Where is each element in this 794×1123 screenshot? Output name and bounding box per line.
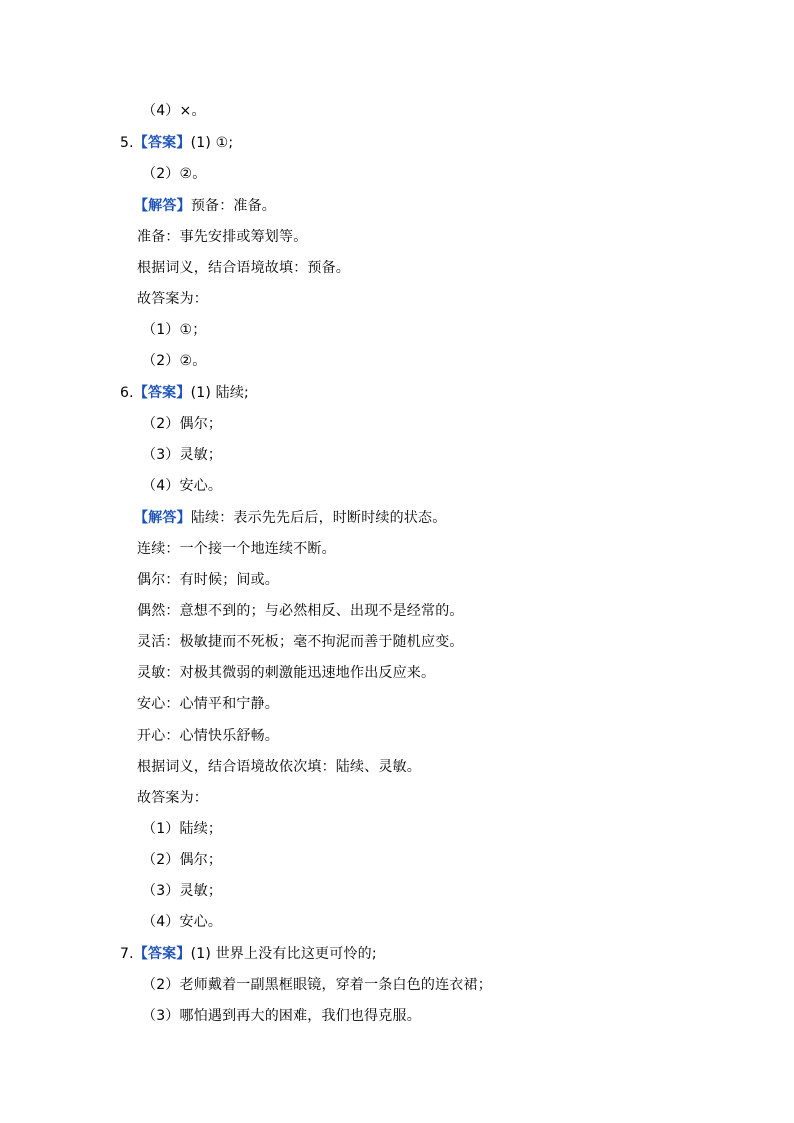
question-7-answer <box>120 944 377 964</box>
question-number: 5. <box>120 135 134 151</box>
explanation-line: 准备：事先安排或筹划等。 <box>137 229 308 245</box>
explanation-line: 偶尔：有时候；间或。 <box>137 572 279 588</box>
answer-line: （2）老师戴着一副黑框眼镜，穿着一条白色的连衣裙； <box>142 977 492 993</box>
answer-text: (1) ①; <box>190 135 234 151</box>
explanation-line: 故答案为： <box>137 291 208 307</box>
explanation-line: 偶然：意想不到的；与必然相反、出现不是经常的。 <box>137 603 464 619</box>
answer-line: （2）②。 <box>142 353 207 369</box>
explanation-line: 根据词义，结合语境故依次填：陆续、灵敏。 <box>137 759 421 775</box>
explanation-line: 安心：心情平和宁静。 <box>137 696 279 712</box>
answer-line: （1）①； <box>142 322 207 338</box>
answer-line: （4）×。 <box>142 103 206 119</box>
question-5-explanation <box>134 196 276 216</box>
explanation-text: 陆续：表示先先后后，时断时续的状态。 <box>190 510 447 526</box>
explanation-tag: 【解答】 <box>134 510 191 526</box>
answer-line: （2）偶尔； <box>142 416 223 432</box>
answer-tag: 【答案】 <box>133 946 191 962</box>
answer-text: (1) 世界上没有比这更可怜的; <box>190 946 377 962</box>
answer-line: （2）②。 <box>142 166 207 182</box>
explanation-line: 灵活：极敏捷而不死板；毫不拘泥而善于随机应变。 <box>137 634 464 650</box>
question-6-explanation <box>134 508 446 528</box>
explanation-tag: 【解答】 <box>134 198 191 214</box>
answer-tag: 【答案】 <box>133 135 191 151</box>
explanation-line: 根据词义，结合语境故填：预备。 <box>137 260 350 276</box>
question-number: 6. <box>120 385 134 401</box>
answer-text: (1) 陆续; <box>190 385 249 401</box>
explanation-text: 预备：准备。 <box>190 198 277 214</box>
explanation-line: 连续：一个接一个地连续不断。 <box>137 541 336 557</box>
question-number: 7. <box>120 946 134 962</box>
explanation-line: 故答案为： <box>137 790 208 806</box>
answer-line: （4）安心。 <box>142 914 223 930</box>
answer-line: （3）哪怕遇到再大的困难，我们也得克服。 <box>142 1008 421 1024</box>
answer-line: （1）陆续； <box>142 821 223 837</box>
explanation-line: 开心：心情快乐舒畅。 <box>137 728 279 744</box>
answer-line: （3）灵敏； <box>142 883 223 899</box>
answer-line: （4）安心。 <box>142 478 223 494</box>
explanation-line: 灵敏：对极其微弱的刺激能迅速地作出反应来。 <box>137 665 436 681</box>
answer-tag: 【答案】 <box>133 385 191 401</box>
question-5-answer <box>120 133 233 153</box>
answer-line: （2）偶尔； <box>142 852 223 868</box>
question-6-answer <box>120 383 249 403</box>
answer-line: （3）灵敏； <box>142 447 223 463</box>
